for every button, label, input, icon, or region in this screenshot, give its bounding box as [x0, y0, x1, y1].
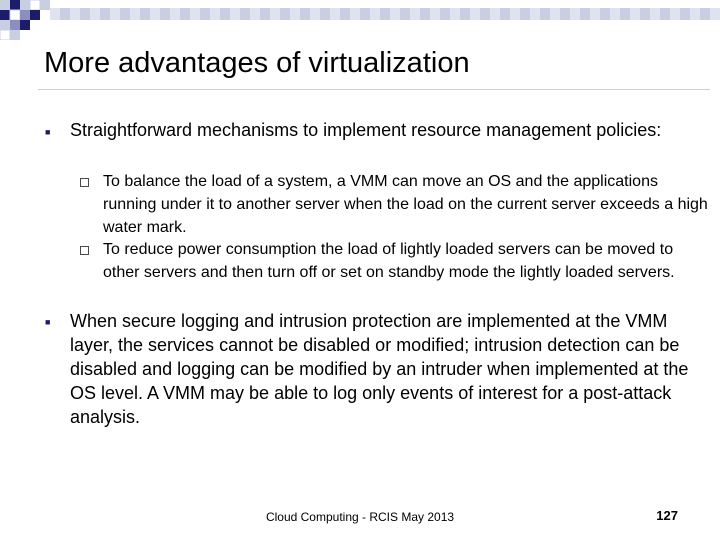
slide-title: More advantages of virtualization — [44, 47, 470, 79]
corner-decoration — [0, 0, 720, 40]
slide-footer: Cloud Computing - RCIS May 2013 — [265, 510, 455, 524]
title-divider — [38, 89, 710, 90]
sub-point-1-1: To balance the load of a system, a VMM can move an OS and the applications running under it to another server when the load on the current server exceeds a high water mark. — [103, 173, 708, 236]
bullet-point-2: When secure logging and intrusion protection are implemented at the VMM layer, the services cannot be disabled or modified; intrusion detection can be disabled and logging can be modified by an intruder when implemented at the OS level. A VMM may be able to log only events of interest for a post-attack analysis. — [70, 311, 689, 427]
square-bullet-icon: ■ — [45, 317, 51, 327]
square-bullet-icon: ■ — [45, 127, 51, 137]
hollow-square-bullet-icon — [80, 246, 89, 255]
bullet-point-1: Straightforward mechanisms to implement resource management policies: — [70, 120, 662, 140]
hollow-square-bullet-icon — [80, 178, 89, 187]
page-number: 127 — [656, 508, 678, 523]
sub-point-1-2: To reduce power consumption the load of lightly loaded servers can be moved to other servers and then turn off or set on standby mode the lightly loaded servers. — [103, 241, 675, 281]
